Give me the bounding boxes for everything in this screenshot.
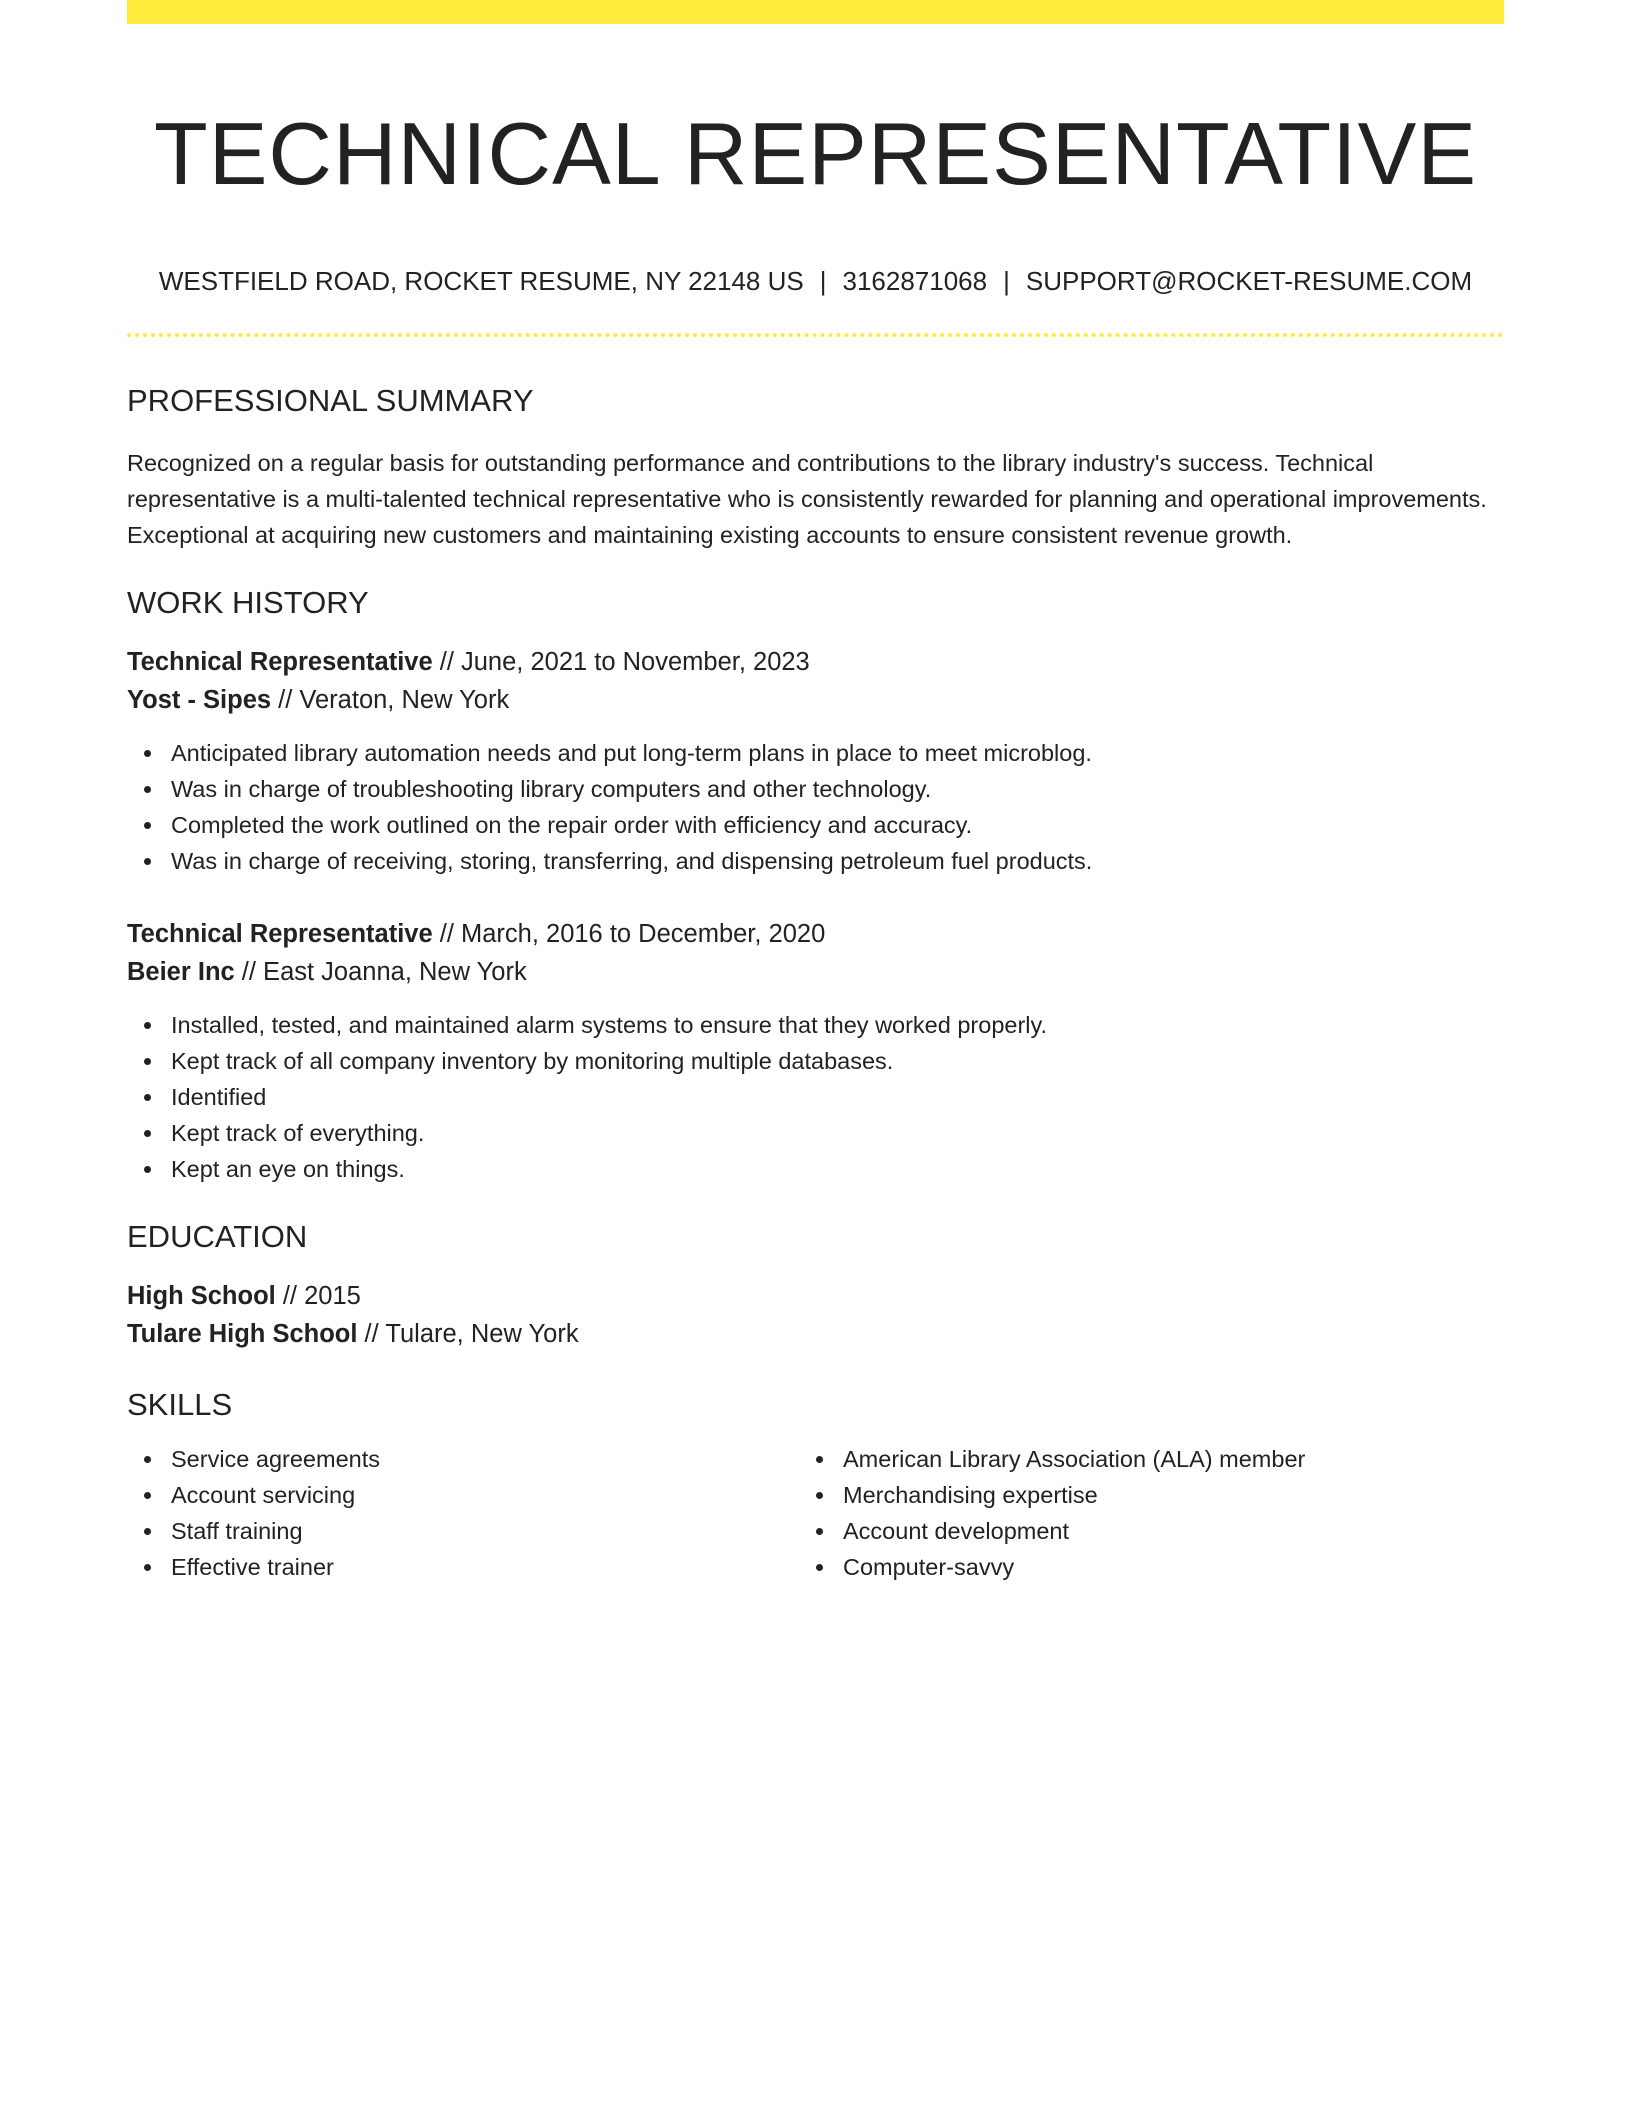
education-location: // Tulare, New York bbox=[357, 1320, 579, 1348]
list-item: Identified bbox=[171, 1079, 1504, 1115]
accent-top-bar bbox=[127, 0, 1504, 24]
list-item: Service agreements bbox=[171, 1441, 799, 1477]
work-history-section-title: WORK HISTORY bbox=[127, 585, 369, 620]
contact-phone: 3162871068 bbox=[842, 266, 988, 296]
list-item: Kept an eye on things. bbox=[171, 1151, 1504, 1187]
list-item: Kept track of everything. bbox=[171, 1115, 1504, 1151]
resume-page bbox=[127, 0, 1504, 1585]
job-title-line bbox=[127, 643, 1504, 681]
education-section-title: EDUCATION bbox=[127, 1219, 308, 1254]
job-entry bbox=[127, 915, 1504, 1187]
contact-address: WESTFIELD ROAD, ROCKET RESUME, NY 22148 US bbox=[158, 266, 804, 296]
skills-section-title: SKILLS bbox=[127, 1387, 233, 1422]
list-item: Installed, tested, and maintained alarm systems to ensure that they worked properly. bbox=[171, 1007, 1504, 1043]
job-location: // East Joanna, New York bbox=[234, 958, 527, 986]
skills-columns bbox=[127, 1441, 1504, 1585]
skills-right-column bbox=[799, 1441, 1471, 1585]
job-role: Technical Representative bbox=[127, 648, 433, 676]
summary-section-title: PROFESSIONAL SUMMARY bbox=[127, 383, 534, 418]
skills-list bbox=[127, 1441, 799, 1585]
list-item: Staff training bbox=[171, 1513, 799, 1549]
education-school: Tulare High School bbox=[127, 1320, 358, 1348]
list-item: Computer-savvy bbox=[843, 1549, 1471, 1585]
skills-left-column bbox=[127, 1441, 799, 1585]
contact-separator: | bbox=[819, 266, 827, 296]
education-degree: High School bbox=[127, 1282, 276, 1310]
job-title-line bbox=[127, 915, 1504, 953]
education-year: // 2015 bbox=[275, 1282, 361, 1310]
education-degree-line bbox=[127, 1277, 1504, 1315]
job-company: Beier Inc bbox=[127, 958, 235, 986]
contact-line bbox=[127, 264, 1504, 298]
list-item: Kept track of all company inventory by monitoring multiple databases. bbox=[171, 1043, 1504, 1079]
list-item: American Library Association (ALA) member bbox=[843, 1441, 1471, 1477]
skills-list bbox=[799, 1441, 1471, 1585]
education-school-line bbox=[127, 1315, 1504, 1353]
resume-name-heading: TECHNICAL REPRESENTATIVE bbox=[153, 104, 1478, 203]
summary-text: Recognized on a regular basis for outstanding performance and contributions to the library industry's success. Technical representative is a multi-talented technical representative who is consistently rewarded for planning and operational improvements. Exceptional at acquiring new customers and maintaining existing accounts to ensure consistent revenue growth. bbox=[127, 450, 1487, 548]
contact-email: SUPPORT@ROCKET-RESUME.COM bbox=[1025, 266, 1473, 296]
job-company: Yost - Sipes bbox=[127, 686, 272, 714]
list-item: Anticipated library automation needs and put long-term plans in place to meet microblog. bbox=[171, 735, 1504, 771]
contact-separator: | bbox=[1003, 266, 1010, 296]
job-dates: // June, 2021 to November, 2023 bbox=[432, 648, 810, 676]
job-entry bbox=[127, 643, 1504, 879]
job-bullet-list bbox=[127, 1007, 1504, 1187]
job-location: // Veraton, New York bbox=[271, 686, 510, 714]
job-dates: // March, 2016 to December, 2020 bbox=[432, 920, 826, 948]
list-item: Account servicing bbox=[171, 1477, 799, 1513]
dotted-divider bbox=[127, 333, 1504, 337]
job-company-line bbox=[127, 953, 1504, 991]
job-bullet-list bbox=[127, 735, 1504, 879]
list-item: Merchandising expertise bbox=[843, 1477, 1471, 1513]
job-company-line bbox=[127, 681, 1504, 719]
education-entry bbox=[127, 1277, 1504, 1353]
list-item: Was in charge of receiving, storing, transferring, and dispensing petroleum fuel products. bbox=[171, 843, 1504, 879]
list-item: Was in charge of troubleshooting library computers and other technology. bbox=[171, 771, 1504, 807]
list-item: Account development bbox=[843, 1513, 1471, 1549]
list-item: Completed the work outlined on the repair order with efficiency and accuracy. bbox=[171, 807, 1504, 843]
job-role: Technical Representative bbox=[127, 920, 433, 948]
list-item: Effective trainer bbox=[171, 1549, 799, 1585]
